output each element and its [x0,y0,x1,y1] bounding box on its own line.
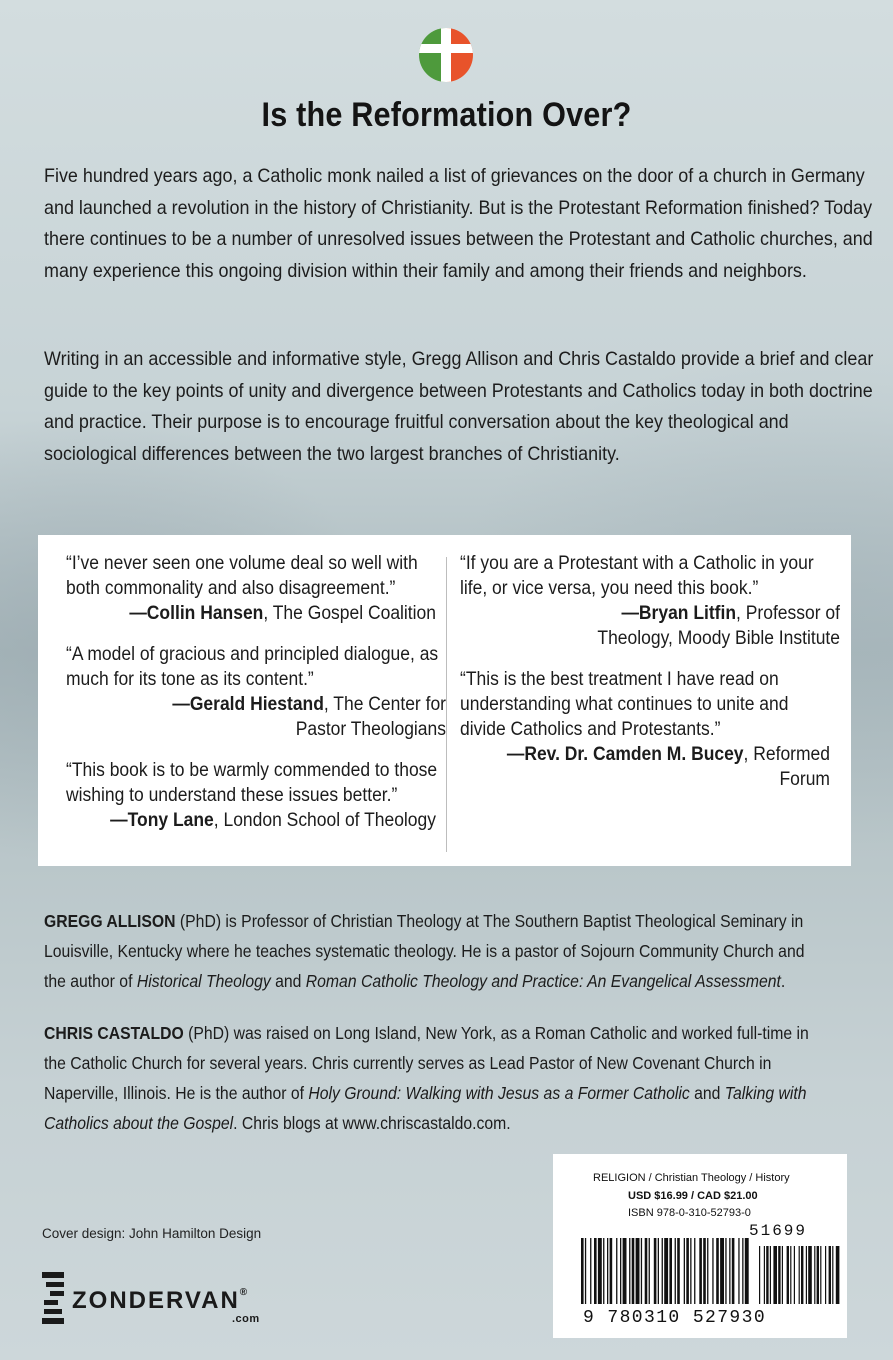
attr-dash: — [621,603,639,624]
bio-text: and [270,971,306,991]
barcode-bar [607,1238,608,1304]
barcode-addon-bar [825,1246,826,1304]
barcode-bar [686,1238,689,1304]
barcode-addon-bar [770,1246,771,1304]
endorsements-left-column [66,551,446,849]
barcode-bar [716,1238,719,1304]
endorsement-attribution [96,808,436,833]
column-divider [446,557,447,852]
barcode-digits: 9 780310 527930 [583,1308,767,1328]
barcode-addon-bar [820,1246,821,1304]
book-title: Historical Theology [136,971,271,991]
barcode-bar [675,1238,676,1304]
attr-dash: — [129,603,147,624]
barcode-bar [636,1238,640,1304]
barcode-bar [649,1238,650,1304]
barcode-bar [603,1238,604,1304]
barcode-addon-bar [806,1246,807,1304]
barcode-addon-bar [832,1246,833,1304]
paragraph-text: Writing in an accessible and informative style, Gregg Allison and Chris Castaldo provide a brief and clear guide to the key points of unity and divergence between Protestants and Catholics today in both doctrine and practice. Their purpose is to encourage fruitful conversation about the key theological and sociological differences between the two largest branches of Christianity. [44,348,874,465]
barcode-panel [553,1154,847,1338]
barcode-bar [699,1238,702,1304]
barcode-addon-bar [766,1246,768,1304]
barcode-addon-bar [794,1246,795,1304]
isbn: ISBN 978-0-310-52793-0 [628,1207,751,1219]
author-bio-allison [44,906,827,996]
endorsement [66,642,446,742]
endorser-name: Rev. Dr. Camden M. Bucey [524,744,744,765]
zondervan-mark-icon [42,1272,66,1324]
page-title: Is the Reformation Over? [261,96,632,134]
barcode-bar [629,1238,630,1304]
bio-text: . Chris blogs at www.chriscastaldo.com. [233,1113,511,1133]
author-bio-castaldo [44,1018,827,1138]
barcode-bar [669,1238,672,1304]
endorsement-text: “This book is to be warmly commended to those wishing to understand these issues better.” [66,760,438,806]
barcode-bar [598,1238,602,1304]
barcode-bar [645,1238,648,1304]
endorsements-right-column [460,551,840,808]
endorsement [66,551,436,626]
barcode-bar [703,1238,706,1304]
endorsement [460,667,830,792]
barcode-bar [684,1238,685,1304]
barcode-bar [616,1238,617,1304]
paragraph-text: Five hundred years ago, a Catholic monk nailed a list of grievances on the door of a church in Germany and launched a revolution in the history of Christianity. But is the Protestant Reformation finished? Today there continues to be a number of unresolved issues between the Protestant and Catholic churches, and many experience this ongoing division within their family and among their friends and neighbors. [44,165,873,282]
barcode-bar [632,1238,635,1304]
endorsement-attribution [490,742,830,792]
barcode-bar [581,1238,584,1304]
registered-mark: ® [239,1287,248,1298]
barcode-bar [729,1238,730,1304]
publisher-name-text: ZONDERVAN [72,1287,240,1314]
endorser-affiliation: , The Center for Pastor Theologians [295,694,446,740]
barcode-addon-bar [764,1246,765,1304]
barcode-bar [585,1238,586,1304]
endorser-affiliation: , The Gospel Coalition [263,603,436,624]
barcode-addon-bar [829,1246,831,1304]
barcode-addon-number: 51699 [749,1222,808,1240]
barcode-bar [594,1238,597,1304]
bio-text: . [780,971,786,991]
barcode-bar [677,1238,680,1304]
bio-text: (PhD) was raised on Long Island, New York, as a Roman Catholic and worked full-time in the Catholic Church for several years. Chris currently serves as Lead Pastor of New Covenant Church in Naperville, Illinois. He is the author of [44,1023,809,1103]
barcode-bar [742,1238,743,1304]
endorser-name: Gerald Hiestand [189,694,324,715]
bio-text: (PhD) is Professor of Christian Theology at The Southern Baptist Theological Seminary in Louisville, Kentucky where he teaches systematic theology. He is a pastor of Sojourn Community Church and the author of [44,911,805,991]
barcode-bar [694,1238,695,1304]
endorsement [66,758,436,833]
barcode-bar [745,1238,749,1304]
barcode-addon-bar [759,1246,760,1304]
endorser-affiliation: , London School of Theology [213,810,436,831]
endorser-affiliation: , Reformed Forum [743,744,830,790]
attr-dash: — [110,810,128,831]
endorser-name: Bryan Litfin [638,603,737,624]
author-name: GREGG ALLISON [44,911,176,931]
barcode-addon-bar [799,1246,800,1304]
barcode-bar [725,1238,726,1304]
endorsement-text: “This is the best treatment I have read on understanding what continues to unite and divide Catholics and Protestants.” [460,669,789,740]
barcode-bar [641,1238,642,1304]
barcode-bar [658,1238,659,1304]
cover-design-credit: Cover design: John Hamilton Design [42,1226,262,1241]
barcode-bar [738,1238,739,1304]
endorsements-box [38,535,851,866]
price: USD $16.99 / CAD $21.00 [628,1190,758,1202]
barcode-bar [720,1238,724,1304]
publisher-logo [42,1272,282,1324]
attr-dash: — [506,744,525,765]
description-paragraph-1 [44,161,877,287]
endorser-name: Tony Lane [127,810,214,831]
barcode-addon-bar [773,1246,777,1304]
endorsement-attribution [96,601,436,626]
barcode-addon-bar [808,1246,812,1304]
barcode-addon-bar [787,1246,789,1304]
barcode-bar [690,1238,691,1304]
author-name: CHRIS CASTALDO [44,1023,184,1043]
barcode-bar [620,1238,621,1304]
cross-logo-icon [418,27,474,83]
barcode-bar [590,1238,591,1304]
barcode-addon-bar [782,1246,783,1304]
publisher-domain: .com [232,1313,260,1325]
attr-dash: — [172,694,190,715]
barcode-bar [707,1238,708,1304]
barcode-bar [610,1238,613,1304]
barcode-addon-bar [836,1246,840,1304]
bio-text: and [689,1083,725,1103]
endorsement-text: “I’ve never seen one volume deal so well with both commonality and also disagreement.” [66,553,418,599]
barcode-bar [662,1238,663,1304]
barcode-addon-bar [817,1246,819,1304]
barcode-addon-bar [778,1246,780,1304]
endorsement-attribution [170,692,446,742]
barcode-bar [664,1238,668,1304]
endorser-name: Collin Hansen [146,603,264,624]
barcode-bar [712,1238,713,1304]
bisac-category: RELIGION / Christian Theology / History [593,1172,790,1184]
publisher-name [72,1287,247,1315]
book-title: Holy Ground: Walking with Jesus as a Former Catholic [308,1083,690,1103]
endorsement [460,551,840,651]
barcode-bar [623,1238,627,1304]
endorser-affiliation: , Professor of Theology, Moody Bible Institute [597,603,840,649]
barcode-addon-bar [801,1246,803,1304]
barcode-addon-bar [790,1246,791,1304]
book-title: Talking with Catholics about the Gospel [44,1083,807,1133]
endorsement-text: “If you are a Protestant with a Catholic in your life, or vice versa, you need this book.” [460,553,814,599]
barcode-bar [654,1238,657,1304]
barcode-bar [732,1238,735,1304]
barcode-icon [581,1238,841,1308]
barcode-addon-bar [814,1246,815,1304]
endorsement-attribution [564,601,840,651]
description-paragraph-2 [44,344,877,470]
endorsement-text: “A model of gracious and principled dialogue, as much for its tone as its content.” [66,644,439,690]
book-title: Roman Catholic Theology and Practice: An Evangelical Assessment [305,971,781,991]
